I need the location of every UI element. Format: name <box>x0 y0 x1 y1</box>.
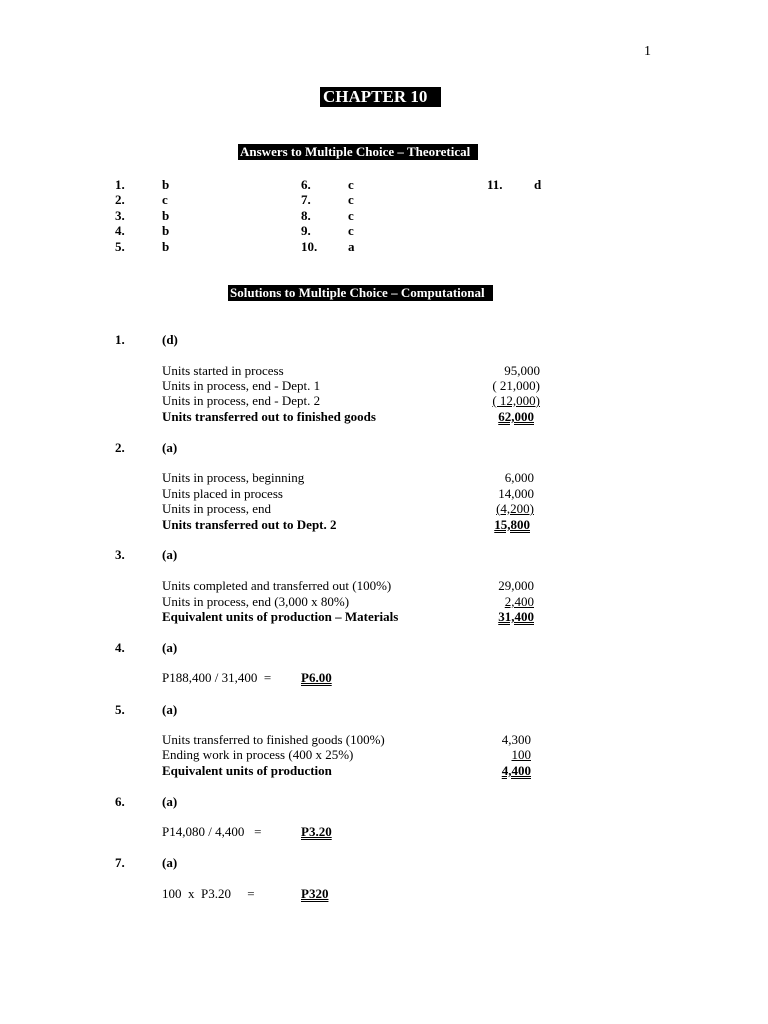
mc-col3-numbers <box>487 177 503 192</box>
q6-expression: P14,080 / 4,400 = <box>162 824 262 839</box>
theoretical-heading: Answers to Multiple Choice – Theoretical <box>238 144 478 160</box>
q5-label: Ending work in process (400 x 25%) <box>162 747 354 762</box>
question-answer: (a) <box>162 855 178 870</box>
question-number: 2. <box>115 440 125 455</box>
question-answer: (a) <box>162 547 178 562</box>
page-number: 1 <box>644 44 651 59</box>
mc-col3-answers <box>534 177 541 192</box>
mc-answer: d <box>534 177 542 192</box>
mc-answer: c <box>162 192 168 208</box>
mc-col1-numbers <box>115 177 125 254</box>
mc-answer: b <box>162 207 170 223</box>
q2-value: 6,000 <box>504 470 534 485</box>
q2-value: (4,200) <box>496 501 534 516</box>
q1-value: 95,000 <box>504 363 540 378</box>
q1-value: ( 21,000) <box>492 378 540 393</box>
q3-value: 2,400 <box>504 594 534 609</box>
q4-result: P6.00 <box>301 670 332 685</box>
q3-total-value: 31,400 <box>498 609 534 624</box>
q1-label: Units started in process <box>162 363 284 378</box>
q2-value: 14,000 <box>498 486 534 501</box>
mc-number: 5. <box>115 238 125 254</box>
question-answer: (d) <box>162 332 178 347</box>
mc-number: 4. <box>115 223 125 239</box>
mc-answer: b <box>162 223 170 239</box>
question-answer: (a) <box>162 794 178 809</box>
mc-col1-answers <box>162 177 169 254</box>
mc-number: 1. <box>115 177 125 192</box>
q2-total-label: Units transferred out to Dept. 2 <box>162 517 337 532</box>
q2-total-value: 15,800 <box>494 517 530 532</box>
mc-answer: b <box>162 238 170 254</box>
q3-total-label: Equivalent units of production – Materials <box>162 609 399 624</box>
mc-answer: c <box>348 177 354 192</box>
q1-label: Units in process, end - Dept. 1 <box>162 378 321 393</box>
question-number: 7. <box>115 855 125 870</box>
question-answer: (a) <box>162 640 178 655</box>
mc-col2-numbers <box>301 177 317 254</box>
q2-label: Units in process, beginning <box>162 470 305 485</box>
q3-label: Units completed and transferred out (100%) <box>162 578 392 593</box>
question-number: 6. <box>115 794 125 809</box>
q1-total-label: Units transferred out to finished goods <box>162 409 376 424</box>
q5-total-value: 4,400 <box>501 763 531 778</box>
q2-label: Units in process, end <box>162 501 272 516</box>
mc-answer: c <box>348 192 354 208</box>
mc-col2-answers <box>348 177 355 254</box>
question-number: 5. <box>115 702 125 717</box>
question-number: 3. <box>115 547 125 562</box>
q3-label: Units in process, end (3,000 x 80%) <box>162 594 350 609</box>
q6-result: P3.20 <box>301 824 332 839</box>
mc-number: 7. <box>301 192 311 208</box>
mc-number: 10. <box>301 238 318 254</box>
q5-label: Units transferred to finished goods (100%) <box>162 732 385 747</box>
mc-answer: a <box>348 238 355 254</box>
question-answer: (a) <box>162 440 178 455</box>
q1-total-value: 62,000 <box>498 409 534 424</box>
q1-label: Units in process, end - Dept. 2 <box>162 393 321 408</box>
chapter-title: CHAPTER 10 <box>320 87 441 107</box>
mc-number: 8. <box>301 207 311 223</box>
mc-number: 2. <box>115 192 125 208</box>
mc-answer: b <box>162 177 170 192</box>
q4-expression: P188,400 / 31,400 = <box>162 670 272 685</box>
mc-number: 6. <box>301 177 311 192</box>
mc-number: 9. <box>301 223 311 239</box>
q5-value: 4,300 <box>501 732 531 747</box>
question-number: 1. <box>115 332 125 347</box>
q5-total-label: Equivalent units of production <box>162 763 332 778</box>
mc-number: 3. <box>115 207 125 223</box>
mc-answer: c <box>348 207 354 223</box>
question-number: 4. <box>115 640 125 655</box>
mc-answer: c <box>348 223 354 239</box>
q7-expression: 100 x P3.20 = <box>162 886 255 901</box>
mc-number: 11. <box>487 177 503 192</box>
q1-value: ( 12,000) <box>492 393 540 408</box>
q7-result: P320 <box>301 886 329 901</box>
question-answer: (a) <box>162 702 178 717</box>
computational-heading: Solutions to Multiple Choice – Computational <box>228 285 493 301</box>
q2-label: Units placed in process <box>162 486 283 501</box>
q5-value: 100 <box>511 747 531 762</box>
q3-value: 29,000 <box>498 578 534 593</box>
